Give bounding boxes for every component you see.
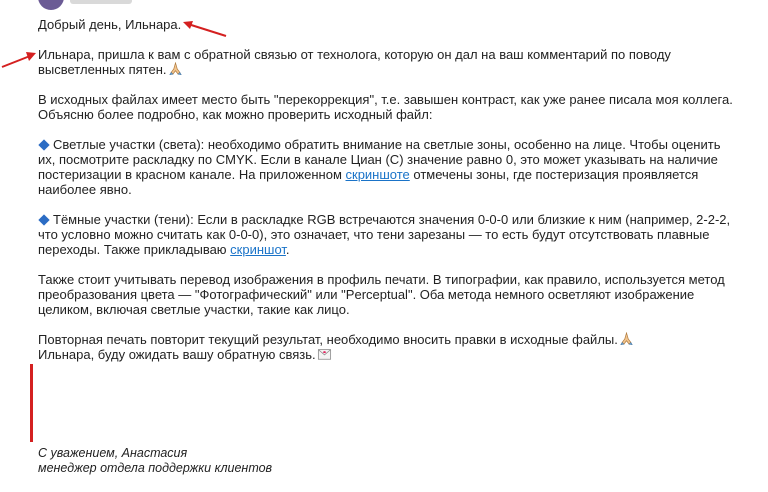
light-areas-line-1 [38,137,758,152]
envelope-icon [317,347,332,361]
signature-line-1: С уважением, Анастасия [38,446,188,460]
dark-areas-line-3 [38,242,758,257]
source-line-1: В исходных файлах имеет место быть "перекоррекция", т.е. завышен контраст, как уже ранее писала моя коллега. [38,92,733,107]
dark-areas-text-1: Тёмные участки (тени): Если в раскладке RGB встречаются значения 0-0-0 или близкие к ним (например, 2-2-2, [53,212,731,227]
repeat-print-text: Повторная печать повторит текущий результат, необходимо вносить правки в исходные файлы. [38,332,618,347]
source-line-2: Объясню более подробно, как можно проверить исходный файл: [38,107,433,122]
intro-line-2-text: высветленных пятен. [38,62,167,77]
light-areas-line-4: наиболее явно. [38,182,132,197]
profile-line-2: преобразования цвета — "Фотографический" или "Perceptual". Оба метода немного осветляют изображение [38,287,695,302]
profile-line-1: Также стоит учитывать перевод изображения в профиль печати. В типографии, как правило, используется метод [38,272,725,287]
praying-hands-icon [168,62,183,76]
signature-line-2: менеджер отдела поддержки клиентов [38,461,273,475]
await-feedback-text: Ильнара, буду ожидать вашу обратную связь. [38,347,316,362]
signature [38,446,272,476]
praying-hands-icon [619,332,634,346]
sender-header-strip [70,0,132,4]
sender-avatar[interactable] [38,0,64,10]
profile-line-3: целиком, включая светлые участки, такие как лицо. [38,302,350,317]
blue-diamond-icon [38,139,49,150]
email-body [38,17,758,362]
screenshot-link-dark[interactable]: скриншот [230,242,286,257]
greeting: Добрый день, Ильнара. [38,17,182,32]
repeat-print-line [38,332,758,347]
light-areas-line-3 [38,167,758,182]
await-feedback-line [38,347,758,362]
dark-areas-line-2: что условно можно считать как 0-0-0), это означает, что тени зарезаны — то есть будут отсутствовать плавные [38,227,710,242]
intro-line-1: Ильнара, пришла к вам с обратной связью от технолога, которую он дал на ваш комментарий по поводу [38,47,671,62]
light-areas-text-1: Светлые участки (света): необходимо обратить внимание на светлые зоны, особенно на лице. Чтобы оценить [53,137,721,152]
dark-areas-line-1 [38,212,758,227]
annotation-red-line [30,364,33,442]
light-areas-text-3a: постеризации в красном канале. На приложенном [38,167,346,182]
annotation-arrow-intro [0,48,40,70]
dark-areas-text-3b: . [285,242,290,257]
light-areas-line-2: их, посмотрите раскладку по CMYK. Если в канале Циан (С) значение равно 0, это может указывать на наличие [38,152,718,167]
screenshot-link-light[interactable]: скриншоте [345,167,410,182]
intro-line-2 [38,62,758,77]
blue-diamond-icon [38,214,49,225]
dark-areas-text-3a: переходы. Также прикладываю [38,242,231,257]
light-areas-text-3b: отмечены зоны, где постеризация проявляется [409,167,699,182]
